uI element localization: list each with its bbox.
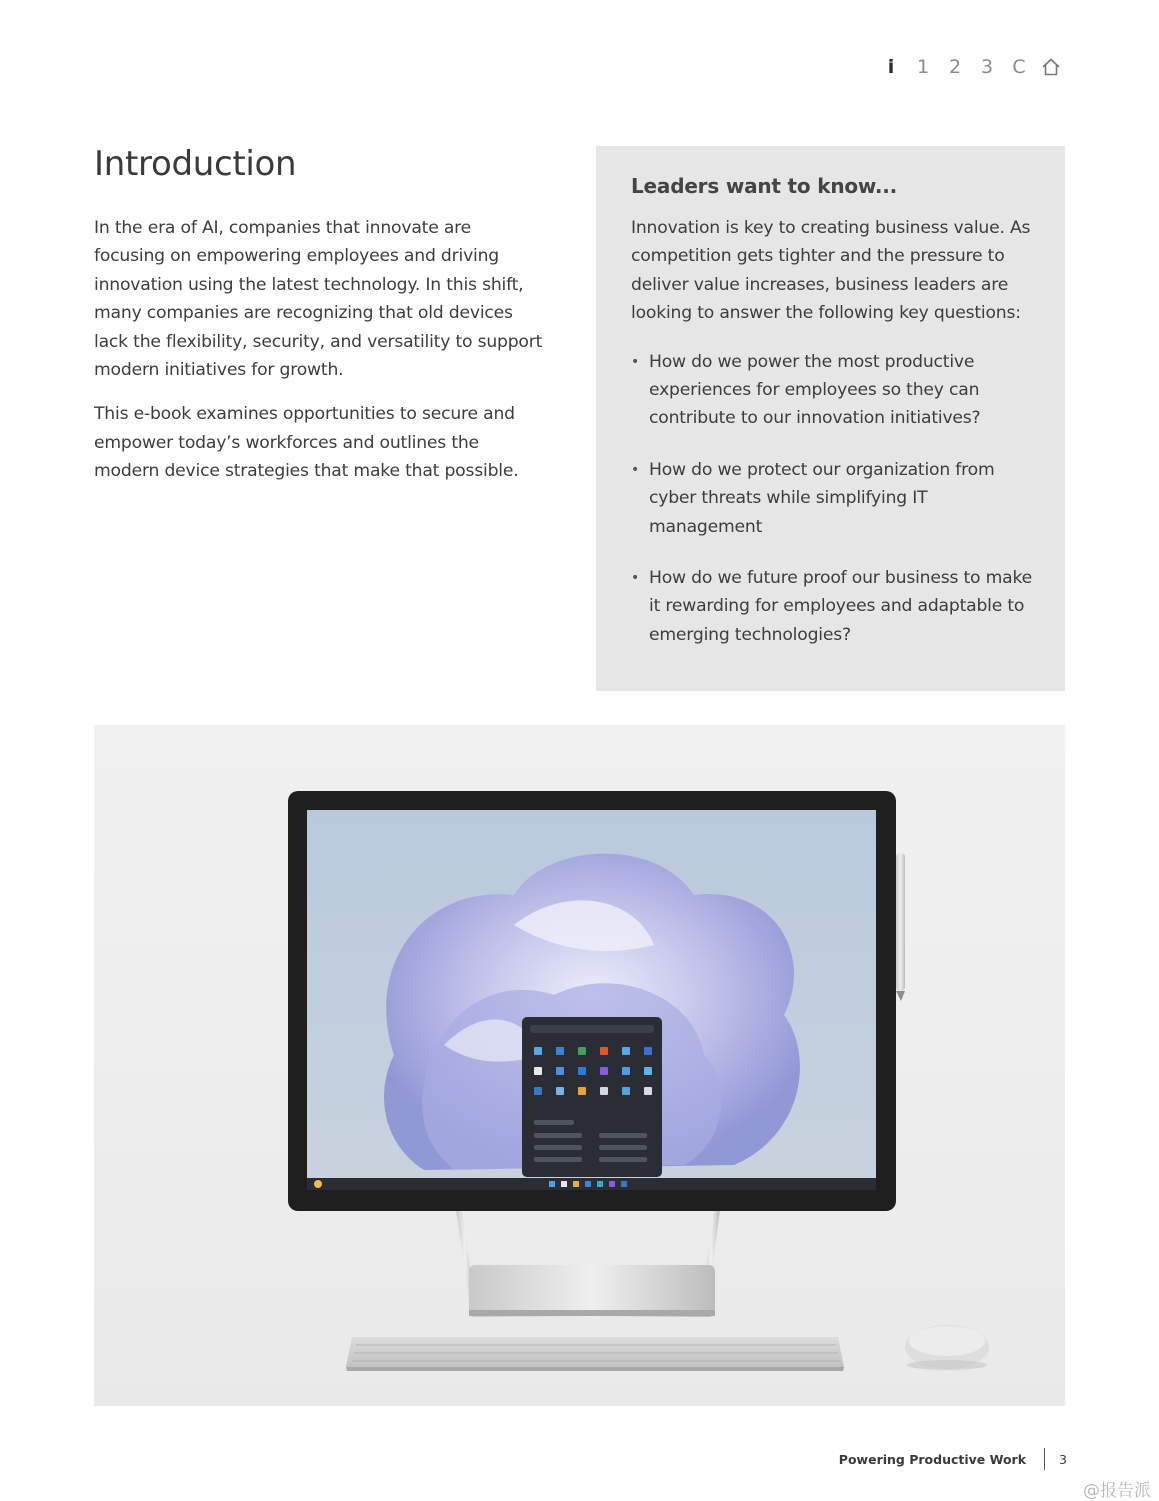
page-number: 3 — [1059, 1451, 1067, 1467]
list-item — [631, 564, 1035, 649]
page-title: Introduction — [94, 144, 297, 184]
home-icon-glyph — [1041, 57, 1061, 77]
pen-icon — [896, 853, 905, 1001]
home-icon[interactable] — [1035, 54, 1067, 80]
keyboard — [346, 1337, 844, 1371]
taskbar — [307, 1178, 876, 1190]
intro-paragraph: In the era of AI, companies that innovate are focusing on empowering employees and driving innovation using the latest technology. In this shift, many companies are recognizing that old devices lack the flexibility, security, and versatility to support modern initiatives for growth. — [94, 218, 543, 381]
nav-item-2[interactable]: 2 — [948, 56, 962, 78]
question-text: How do we power the most productive experiences for employees so they can contribute to our innovation initiatives? — [649, 351, 981, 429]
bullet-icon: • — [631, 461, 640, 478]
bullet-icon: • — [631, 353, 640, 370]
hero-product-image — [94, 725, 1065, 1406]
intro-paragraph: This e-book examines opportunities to secure and empower today’s workforces and outlines the modern device strategies that make that possible. — [94, 404, 519, 482]
top-navigation — [875, 54, 1067, 80]
list-item — [631, 348, 1035, 433]
start-menu — [522, 1017, 662, 1177]
desktop-illustration — [94, 725, 1065, 1406]
leaders-sidebar — [596, 146, 1065, 691]
question-list — [631, 348, 1035, 650]
nav-item-intro[interactable]: i — [887, 56, 895, 78]
bullet-icon: • — [631, 570, 640, 587]
sidebar-heading: Leaders want to know... — [631, 174, 898, 198]
question-text: How do we protect our organization from cyber threats while simplifying IT management — [649, 459, 995, 537]
intro-body — [94, 214, 544, 502]
list-item — [631, 456, 1035, 541]
page-footer — [839, 1448, 1067, 1470]
monitor — [288, 791, 896, 1211]
nav-item-conclusion[interactable]: C — [1012, 56, 1026, 78]
mouse — [905, 1325, 989, 1370]
watermark: @报告派 — [1083, 1481, 1151, 1501]
nav-item-1[interactable]: 1 — [916, 56, 930, 78]
nav-item-3[interactable]: 3 — [980, 56, 994, 78]
footer-divider — [1044, 1448, 1045, 1470]
footer-title: Powering Productive Work — [838, 1451, 1027, 1467]
monitor-stand — [456, 1210, 720, 1317]
sidebar-lead: Innovation is key to creating business value. As competition gets tighter and the pressure to deliver value increases, business leaders are looking to answer the following key questions: — [631, 218, 1031, 324]
question-text: How do we future proof our business to make it rewarding for employees and adaptable to emerging technologies? — [649, 568, 1033, 645]
